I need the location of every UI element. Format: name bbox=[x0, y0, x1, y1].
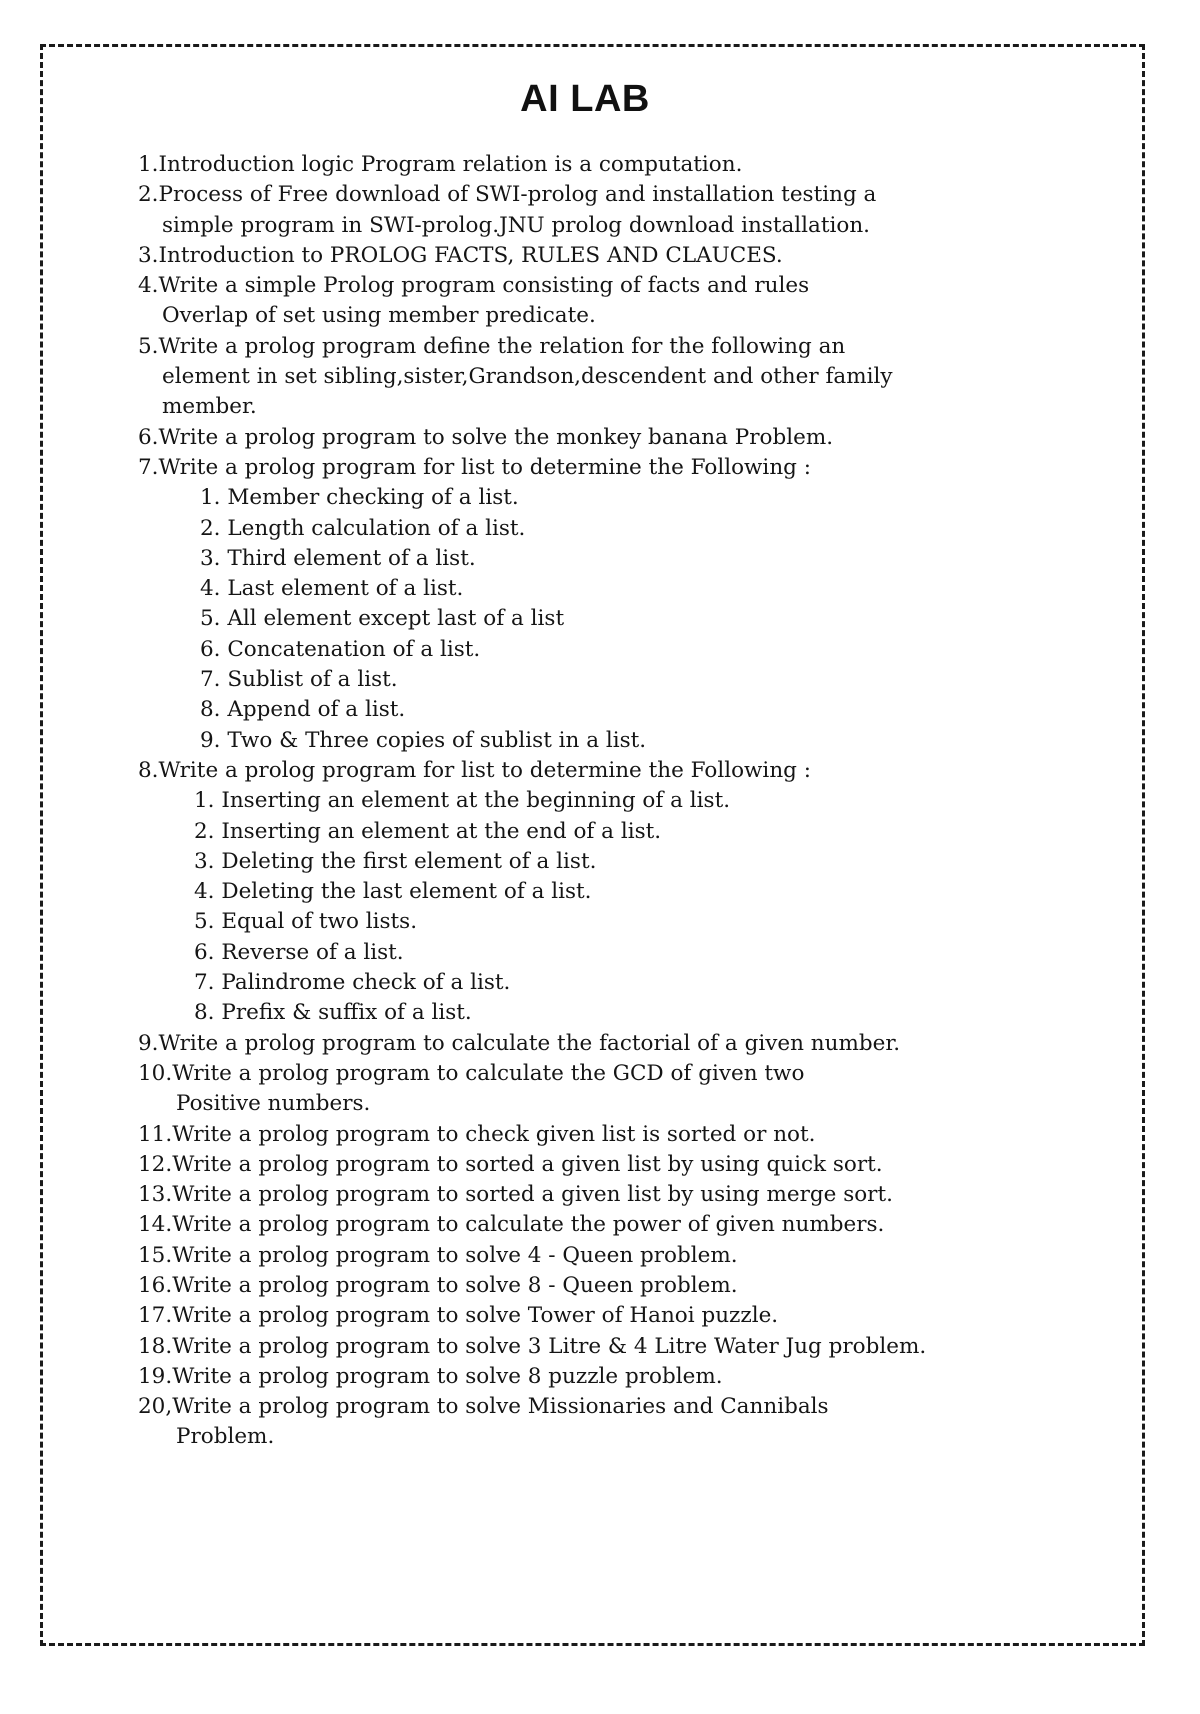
list-item-number: 2. bbox=[138, 182, 159, 208]
list-item-continuation: Overlap of set using member predicate. bbox=[162, 303, 596, 329]
list-item-number: 4. bbox=[138, 273, 159, 299]
list-item-first-line bbox=[138, 1150, 1138, 1180]
list-item-first-line bbox=[138, 423, 1138, 453]
list-item bbox=[138, 1392, 1138, 1453]
sub-item: 2. Length calculation of a list. bbox=[200, 515, 526, 541]
list-item-number: 8. bbox=[138, 757, 159, 783]
list-item-number: 13. bbox=[138, 1182, 173, 1208]
sub-item: 8. Prefix & suffix of a list. bbox=[194, 1000, 472, 1026]
list-item-first-line bbox=[138, 1271, 1138, 1301]
list-item-text: Write a prolog program to solve 3 Litre & 4 Litre Water Jug problem. bbox=[172, 1333, 927, 1359]
list-item bbox=[138, 1241, 1138, 1271]
list-item-first-line bbox=[138, 1241, 1138, 1271]
list-item-first-line bbox=[138, 1392, 1138, 1422]
sub-item: 5. All element except last of a list bbox=[200, 606, 565, 632]
list-item-text: Write a prolog program to solve the monkey banana Problem. bbox=[158, 424, 834, 450]
list-item-continuation: member. bbox=[162, 394, 257, 420]
list-item-number: 14. bbox=[138, 1212, 173, 1238]
list-item-first-line bbox=[138, 332, 1138, 362]
list-item-text: Write a prolog program for list to determine the Following : bbox=[158, 757, 812, 783]
list-item bbox=[138, 180, 1138, 241]
list-item-text: Write a prolog program for list to determine the Following : bbox=[158, 454, 812, 480]
sub-item: 2. Inserting an element at the end of a list. bbox=[194, 818, 662, 844]
list-item-continuation: element in set sibling,sister,Grandson,descendent and other family bbox=[162, 364, 893, 390]
list-item-number: 20, bbox=[138, 1394, 173, 1420]
list-item-first-line bbox=[138, 1059, 1138, 1089]
list-item-text: Introduction logic Program relation is a computation. bbox=[158, 152, 743, 177]
list-item-text: Write a prolog program to calculate the GCD of given two bbox=[172, 1060, 805, 1086]
list-item-first-line bbox=[138, 756, 1138, 786]
list-item-first-line bbox=[138, 1210, 1138, 1240]
list-item-first-line bbox=[138, 180, 1138, 210]
sub-item: 4. Deleting the last element of a list. bbox=[194, 879, 592, 905]
list-item-number: 16. bbox=[138, 1272, 173, 1298]
list-item-continuation: Positive numbers. bbox=[176, 1091, 371, 1117]
sub-item: 4. Last element of a list. bbox=[200, 576, 464, 602]
list-item-first-line bbox=[138, 1180, 1138, 1210]
list-item-first-line bbox=[138, 1120, 1138, 1150]
list-item bbox=[138, 241, 1138, 271]
list-item-first-line bbox=[138, 271, 1138, 301]
list-item bbox=[138, 150, 1138, 180]
list-item-number: 9. bbox=[138, 1030, 159, 1056]
list-item bbox=[138, 423, 1138, 453]
list-item-continuation: simple program in SWI-prolog.JNU prolog download installation. bbox=[162, 212, 871, 238]
sub-item: 6. Concatenation of a list. bbox=[200, 636, 481, 662]
sub-item: 1. Member checking of a list. bbox=[200, 485, 519, 511]
list-item-first-line bbox=[138, 1301, 1138, 1331]
list-item-number: 10. bbox=[138, 1060, 173, 1086]
list-item-first-line bbox=[138, 150, 1138, 180]
list-item bbox=[138, 1059, 1138, 1120]
sub-item: 1. Inserting an element at the beginning of a list. bbox=[194, 788, 731, 814]
list-item-text: Write a prolog program to sorted a given list by using quick sort. bbox=[172, 1151, 883, 1177]
list-item-number: 6. bbox=[138, 424, 159, 450]
list-item-number: 18. bbox=[138, 1333, 173, 1359]
list-item bbox=[138, 756, 1138, 1029]
list-item-text: Write a prolog program to solve 8 - Queen problem. bbox=[172, 1272, 738, 1298]
list-item-text: Write a prolog program to check given list is sorted or not. bbox=[172, 1121, 816, 1147]
sub-item: 9. Two & Three copies of sublist in a list. bbox=[200, 727, 647, 753]
list-item-text: Write a prolog program to solve Missionaries and Cannibals bbox=[172, 1394, 829, 1420]
list-item-text: Process of Free download of SWI-prolog and installation testing a bbox=[158, 182, 877, 208]
list-item-number: 3. bbox=[138, 242, 159, 268]
list-item bbox=[138, 1210, 1138, 1240]
list-item bbox=[138, 271, 1138, 332]
list-item bbox=[138, 1301, 1138, 1331]
list-item-number: 5. bbox=[138, 333, 159, 359]
list-item-continuation: Problem. bbox=[176, 1424, 275, 1450]
list-item-first-line bbox=[138, 1332, 1138, 1362]
list-item-number: 15. bbox=[138, 1242, 173, 1268]
sub-item: 7. Palindrome check of a list. bbox=[194, 970, 511, 996]
list-item bbox=[138, 1120, 1138, 1150]
list-item-first-line bbox=[138, 241, 1138, 271]
list-item-text: Write a simple Prolog program consisting of facts and rules bbox=[158, 273, 810, 299]
list-item-text: Write a prolog program to solve 8 puzzle problem. bbox=[172, 1363, 723, 1389]
lab-exercise-list bbox=[138, 150, 1138, 1453]
list-item-number: 19. bbox=[138, 1363, 173, 1389]
list-item-text: Write a prolog program to solve 4 - Queen problem. bbox=[172, 1242, 738, 1268]
list-item-number: 7. bbox=[138, 454, 159, 480]
list-item-text: Introduction to PROLOG FACTS, RULES AND CLAUCES. bbox=[158, 242, 783, 268]
list-item bbox=[138, 1362, 1138, 1392]
list-item-first-line bbox=[138, 453, 1138, 483]
list-item-number: 1. bbox=[138, 152, 159, 177]
list-item-text: Write a prolog program to sorted a given list by using merge sort. bbox=[172, 1182, 893, 1208]
sub-item: 3. Deleting the first element of a list. bbox=[194, 848, 597, 874]
sub-item: 7. Sublist of a list. bbox=[200, 667, 398, 693]
list-item-number: 11. bbox=[138, 1121, 173, 1147]
list-item bbox=[138, 1180, 1138, 1210]
list-item-number: 17. bbox=[138, 1303, 173, 1329]
list-item bbox=[138, 1271, 1138, 1301]
list-item bbox=[138, 1332, 1138, 1362]
sub-item: 6. Reverse of a list. bbox=[194, 939, 404, 965]
list-item bbox=[138, 453, 1138, 756]
list-item bbox=[138, 1029, 1138, 1059]
list-item bbox=[138, 1150, 1138, 1180]
page-title: AI LAB bbox=[520, 78, 650, 120]
sub-item: 5. Equal of two lists. bbox=[194, 909, 418, 935]
sub-item: 8. Append of a list. bbox=[200, 697, 406, 723]
list-item-first-line bbox=[138, 1029, 1138, 1059]
list-item-text: Write a prolog program to calculate the power of given numbers. bbox=[172, 1212, 885, 1238]
list-item-first-line bbox=[138, 1362, 1138, 1392]
sub-item: 3. Third element of a list. bbox=[200, 545, 476, 571]
list-item-text: Write a prolog program define the relation for the following an bbox=[158, 333, 846, 359]
list-item bbox=[138, 332, 1138, 423]
list-item-text: Write a prolog program to calculate the factorial of a given number. bbox=[158, 1030, 901, 1056]
list-item-text: Write a prolog program to solve Tower of Hanoi puzzle. bbox=[172, 1303, 779, 1329]
list-item-number: 12. bbox=[138, 1151, 173, 1177]
